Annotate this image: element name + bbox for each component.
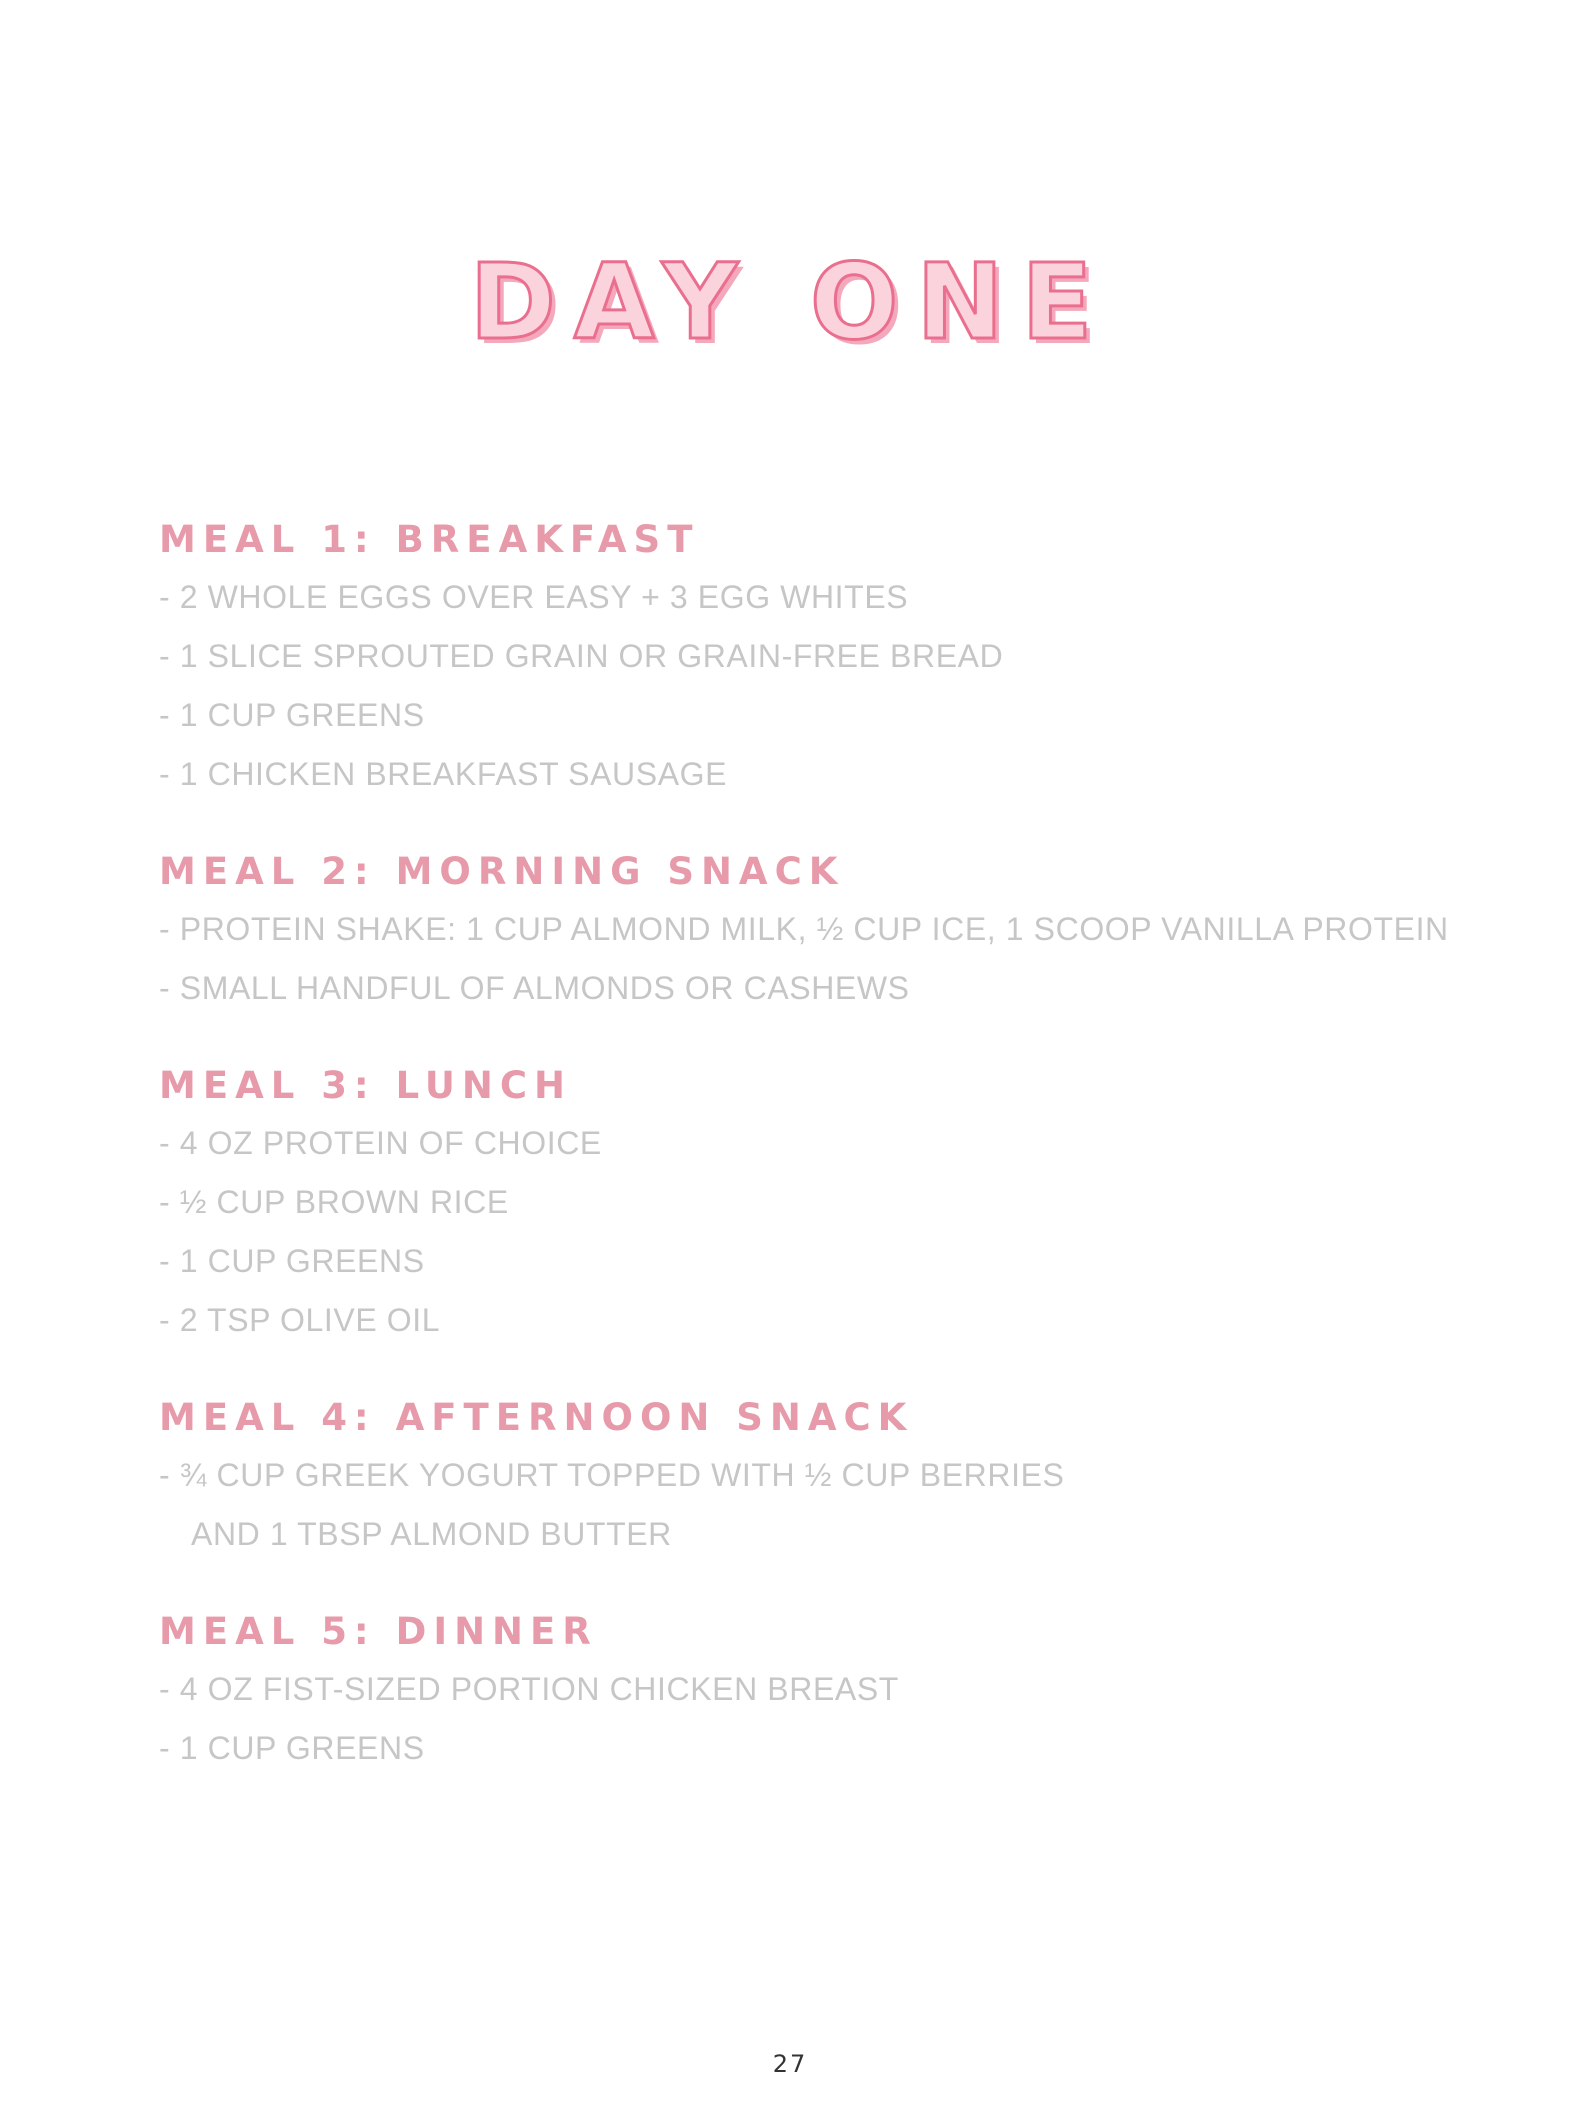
meal-item: - SMALL HANDFUL OF ALMONDS OR CASHEWS (159, 970, 910, 1006)
meal-item: - ¾ CUP GREEK YOGURT TOPPED WITH ½ CUP BERRIES (159, 1457, 1065, 1493)
meal-item: - 4 OZ FIST-SIZED PORTION CHICKEN BREAST (159, 1671, 899, 1707)
meal-heading: MEAL 4: AFTERNOON SNACK (159, 1396, 914, 1439)
meal-item: - 1 SLICE SPROUTED GRAIN OR GRAIN-FREE BREAD (159, 638, 1004, 674)
meal-item: - 1 CUP GREENS (159, 697, 425, 733)
meal-heading: MEAL 3: LUNCH (159, 1064, 572, 1107)
page-number: 27 (772, 2050, 808, 2078)
meal-item: - 2 TSP OLIVE OIL (159, 1302, 441, 1338)
meal-heading: MEAL 2: MORNING SNACK (159, 850, 845, 893)
meal-section-lunch (159, 1058, 1459, 1350)
meal-item-continuation: AND 1 TBSP ALMOND BUTTER (191, 1516, 672, 1552)
meal-item: - 2 WHOLE EGGS OVER EASY + 3 EGG WHITES (159, 579, 909, 615)
meal-section-breakfast (159, 512, 1459, 804)
meal-heading: MEAL 1: BREAKFAST (159, 518, 700, 561)
meal-heading: MEAL 5: DINNER (159, 1610, 598, 1653)
meal-section-morning-snack (159, 844, 1459, 1018)
meal-item: - ½ CUP BROWN RICE (159, 1184, 509, 1220)
meal-item: - 1 CUP GREENS (159, 1243, 425, 1279)
meal-item: - PROTEIN SHAKE: 1 CUP ALMOND MILK, ½ CUP ICE, 1 SCOOP VANILLA PROTEIN (159, 911, 1449, 947)
meal-item: - 1 CHICKEN BREAKFAST SAUSAGE (159, 756, 728, 792)
meal-section-afternoon-snack (159, 1390, 1459, 1564)
meal-section-dinner (159, 1604, 1459, 1778)
page-title: DAY ONE (469, 241, 1111, 363)
meal-item: - 4 OZ PROTEIN OF CHOICE (159, 1125, 602, 1161)
meal-plan (159, 512, 1459, 1818)
meal-item: - 1 CUP GREENS (159, 1730, 425, 1766)
